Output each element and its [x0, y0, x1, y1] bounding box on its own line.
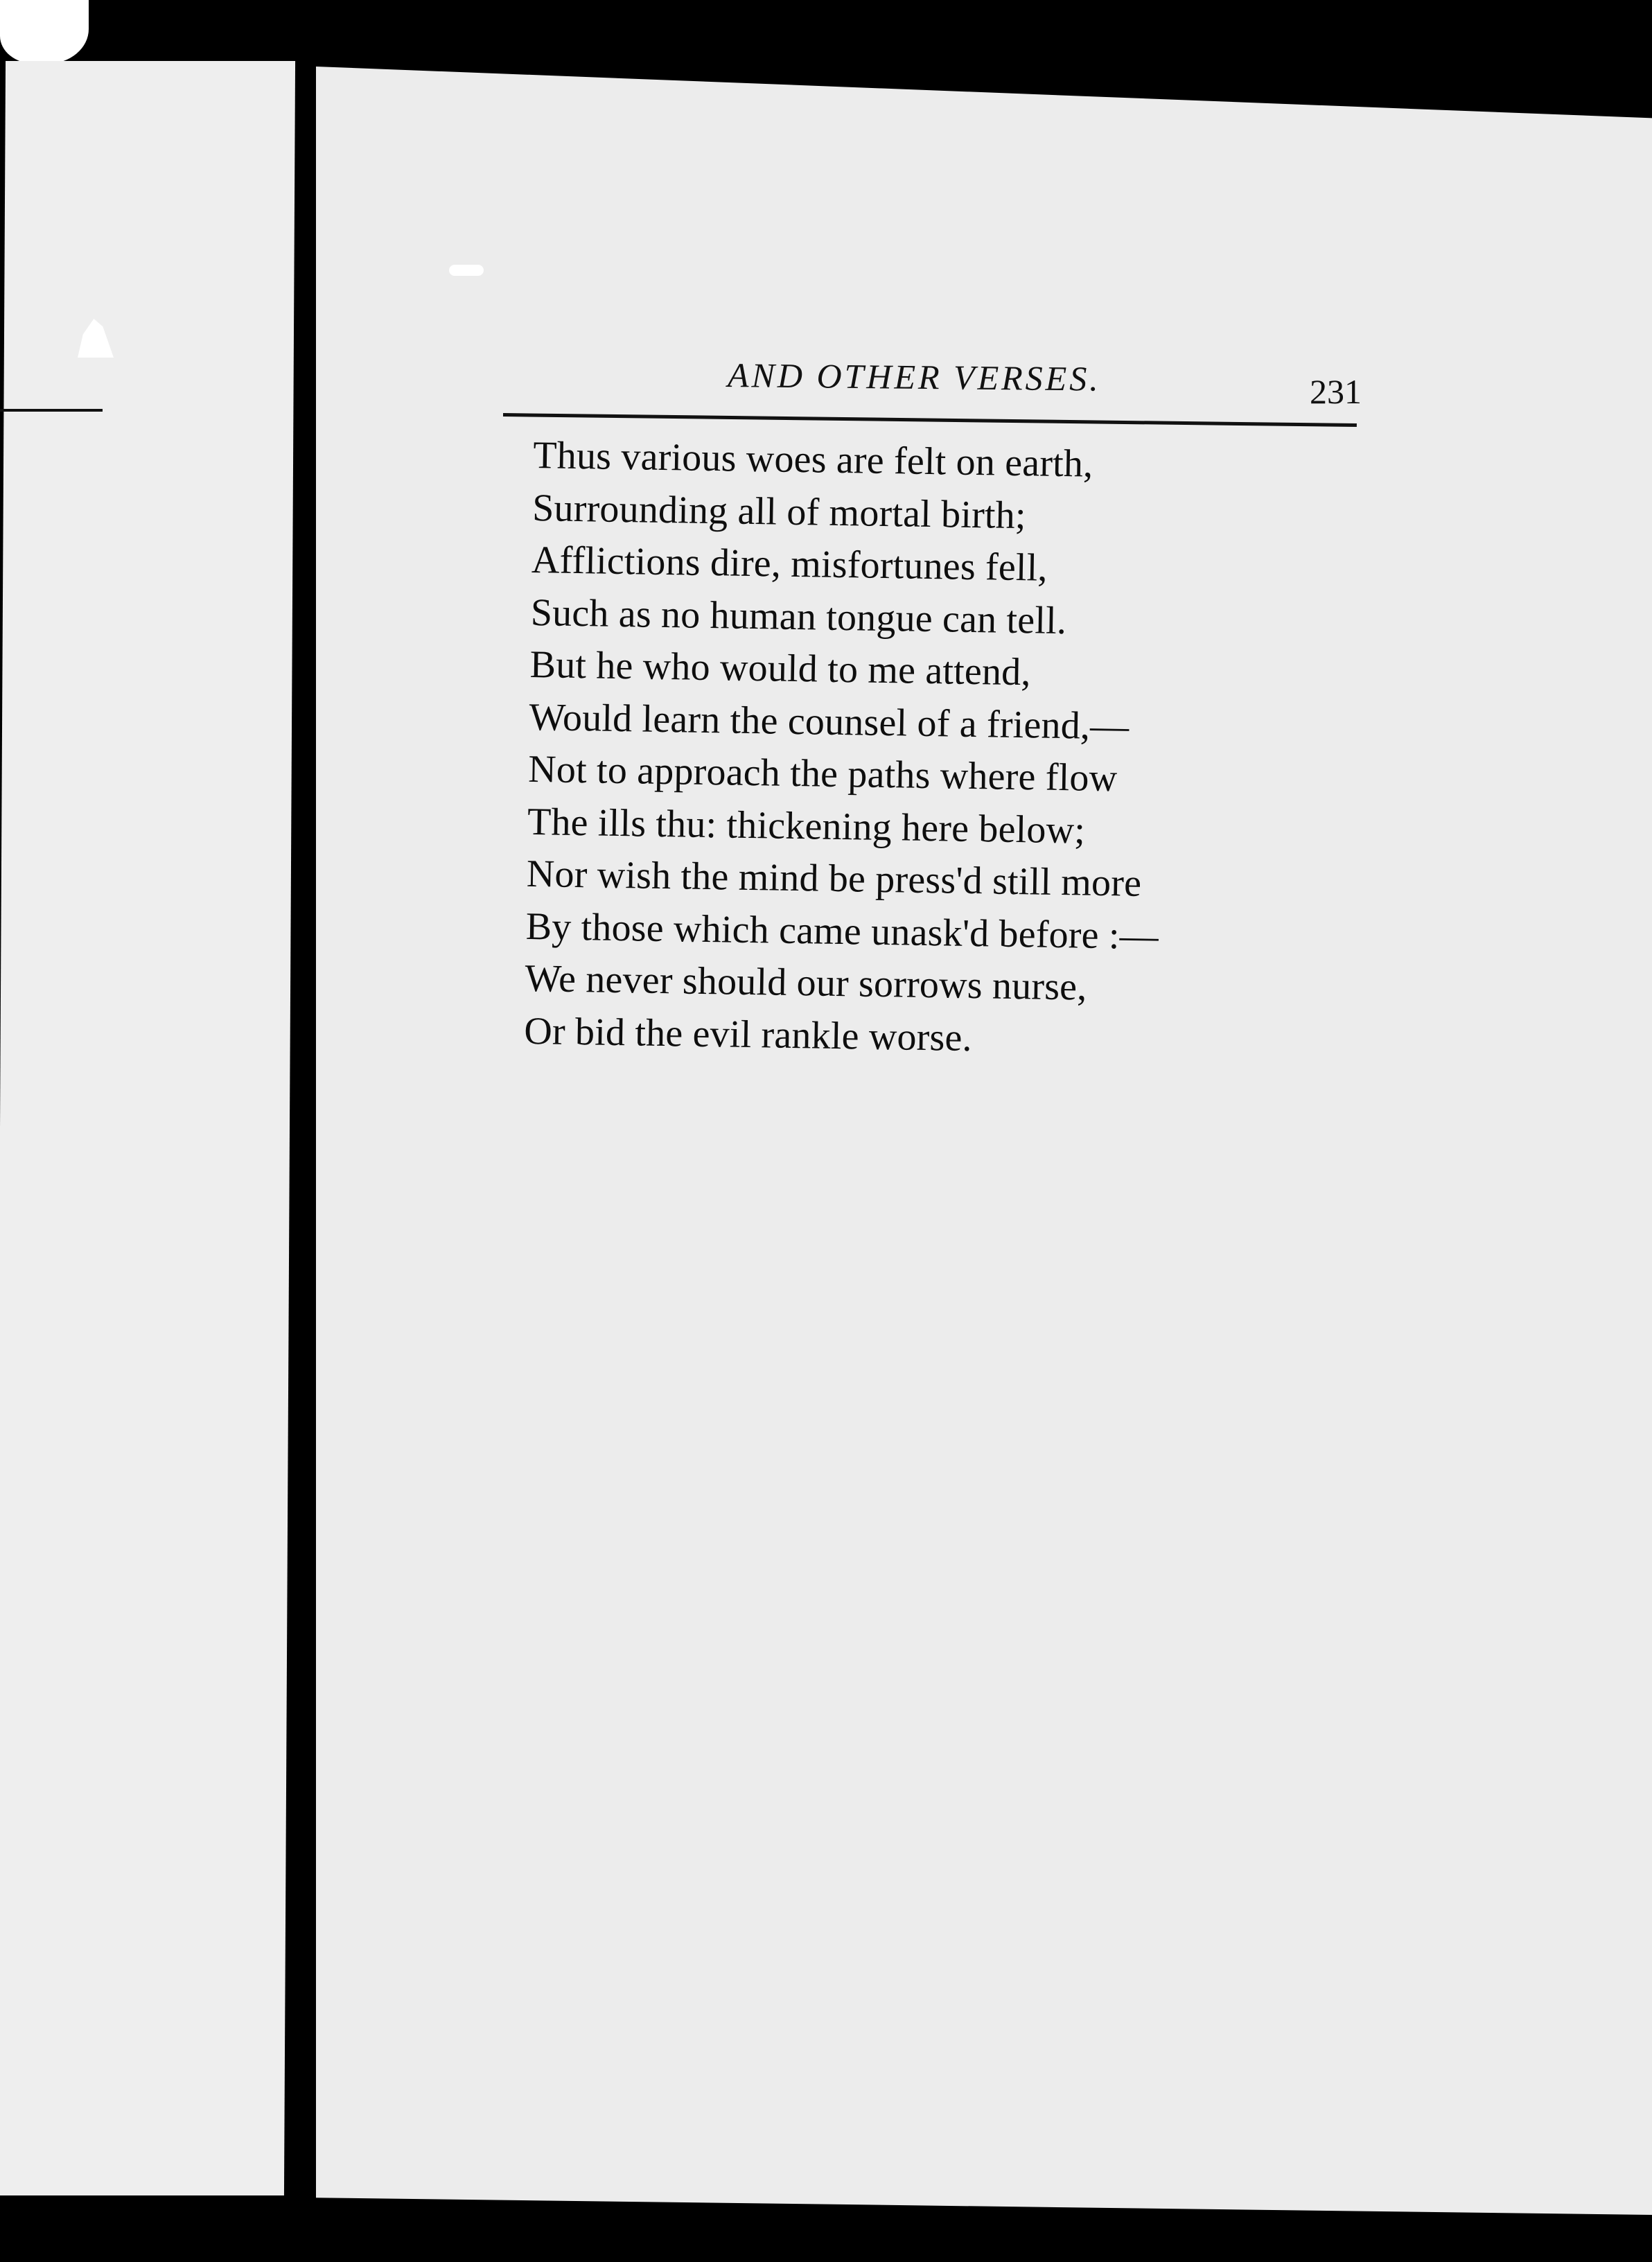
poem-line: We never should our sorrows nurse,	[525, 956, 1087, 1009]
poem-line: Would learn the counsel of a friend,—	[529, 695, 1130, 748]
left-page-header-rule	[0, 409, 103, 412]
poem-line: Surrounding all of mortal birth;	[531, 486, 1027, 537]
poem-line: Afflictions dire, misfortunes fell,	[531, 538, 1048, 590]
left-facing-page	[0, 61, 295, 2195]
poem-line: Not to approach the paths where flow	[527, 747, 1118, 800]
poem-line: Thus various woes are felt on earth,	[532, 433, 1093, 486]
page-speck	[449, 265, 484, 276]
poem-line: Or bid the evil rankle worse.	[523, 1009, 973, 1060]
poem-line: But he who would to me attend,	[529, 642, 1032, 694]
poem-text	[524, 430, 1365, 1071]
poem-line: Such as no human tongue can tell.	[530, 590, 1067, 642]
scanner-artifact	[0, 0, 89, 64]
running-header: AND OTHER VERSES.	[727, 356, 1102, 398]
poem-line: By those which came unask'd before :—	[525, 904, 1159, 958]
poem-line: Nor wish the mind be press'd still more	[526, 852, 1142, 905]
poem-line: The ills thu: thickening here below;	[527, 800, 1086, 852]
page-number: 231	[1310, 372, 1362, 411]
